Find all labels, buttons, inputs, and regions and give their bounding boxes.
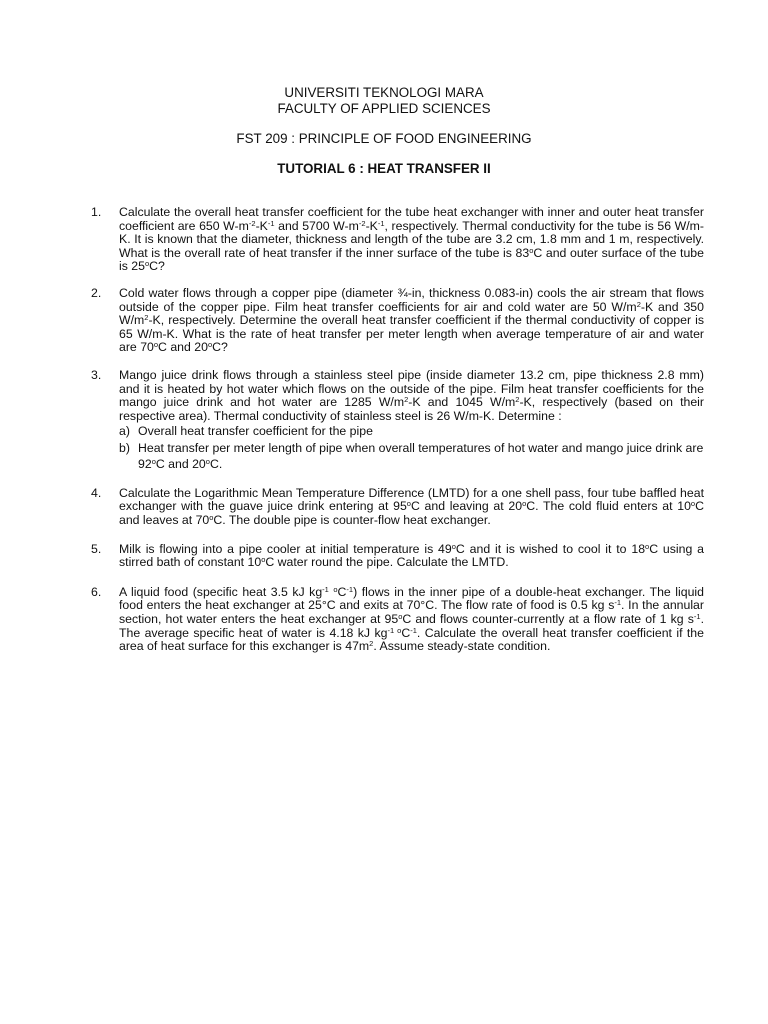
- sub-question-text: [138, 441, 703, 472]
- superscript: -1: [377, 218, 385, 228]
- text-segment: ) flows in the inner pipe of a double-heat exchanger. The liquid food enters the heat exchanger at 25°C and exits at 70°C. The flow rate of food is 0.5 kg s: [119, 584, 704, 613]
- question-number: 5.: [91, 541, 102, 556]
- superscript: o: [645, 541, 650, 551]
- text-segment: Heat transfer per meter length of pipe when overall temperatures of hot water and mango juice drink are 92: [138, 440, 704, 472]
- question-text: [119, 287, 704, 355]
- sub-question-text: [138, 424, 373, 438]
- text-segment: . In the annular section, hot water enters the heat exchanger at 95: [119, 598, 704, 626]
- text-segment: C. The double pipe is counter-flow heat exchanger.: [213, 513, 491, 527]
- tutorial-title: TUTORIAL 6 : HEAT TRANSFER II: [277, 161, 491, 176]
- text-segment: -K: [255, 218, 268, 233]
- question-text: [119, 487, 704, 528]
- text-segment: and 5700 W-m: [274, 218, 359, 233]
- superscript: o: [690, 499, 696, 509]
- question-text: [119, 206, 704, 274]
- question-text: [119, 543, 704, 570]
- superscript: 2: [636, 299, 641, 309]
- text-segment: -K and 350 W/m: [119, 299, 704, 328]
- text-segment: Milk is flowing into a pipe cooler at initial temperature is 49: [119, 541, 452, 556]
- faculty-name: FACULTY OF APPLIED SCIENCES: [277, 101, 491, 116]
- superscript: -2: [248, 218, 256, 228]
- text-segment: C and 20: [155, 457, 206, 472]
- text-segment: -K, respectively. Determine the overall heat transfer coefficient if the thermal conductivity of copper is 65 W/m-K. What is the rate of heat transfer per meter length when average temperature of air and water are 70: [119, 313, 704, 355]
- course-title: FST 209 : PRINCIPLE OF FOOD ENGINEERING: [236, 131, 532, 146]
- superscript: 2: [144, 313, 149, 323]
- superscript: -1: [614, 598, 622, 608]
- sub-question-b: [119, 440, 704, 473]
- question-number: 3.: [91, 367, 102, 382]
- superscript: 2: [369, 639, 374, 649]
- text-segment: -K: [365, 218, 378, 233]
- text-segment: Calculate the Logarithmic Mean Temperature Difference (LMTD) for a one shell pass, four tube baffled heat exchanger with the guave juice drink entering at 95: [119, 485, 704, 514]
- superscript: -1: [267, 218, 275, 228]
- question-number: 2.: [91, 285, 102, 300]
- text-segment: C using a stirred bath of constant 10: [119, 541, 705, 570]
- text-segment: C?: [212, 340, 228, 355]
- sub-question-list: [119, 423, 704, 473]
- text-segment: Overall heat transfer coefficient for the pipe: [138, 424, 373, 439]
- superscript: o: [529, 245, 534, 255]
- superscript: o: [151, 457, 156, 467]
- superscript: o: [209, 513, 214, 522]
- question-number: 6.: [91, 584, 102, 599]
- text-segment: . Assume steady-state condition.: [373, 639, 551, 654]
- question-1: [91, 206, 704, 274]
- text-segment: C: [401, 625, 411, 640]
- superscript: o: [406, 499, 411, 509]
- superscript: -1 o: [387, 625, 402, 635]
- text-segment: -K and 1045 W/m: [408, 395, 516, 410]
- superscript: -1: [693, 611, 701, 621]
- question-text: [119, 369, 704, 423]
- superscript: o: [522, 499, 527, 509]
- superscript: o: [398, 611, 403, 621]
- text-segment: Mango juice drink flows through a stainless steel pipe (inside diameter 13.2 cm, pipe thickness 2.8 mm) and it is heated by hot water which flows on the outside of the pipe. Film heat transfer coefficients for the mango juice drink and hot water are 1285 W/m: [119, 367, 704, 410]
- text-segment: C. The cold fluid enters at 10: [526, 499, 691, 514]
- superscript: -1: [410, 625, 417, 635]
- text-segment: C?: [149, 259, 165, 274]
- question-3: [91, 369, 704, 473]
- sub-question-label: a): [119, 424, 130, 439]
- superscript: 2: [515, 395, 520, 405]
- superscript: o: [261, 555, 266, 565]
- text-segment: C: [337, 584, 347, 599]
- superscript: o: [207, 340, 213, 350]
- question-number: 4.: [91, 485, 102, 500]
- text-segment: . The average specific heat of water is 4.18 kJ kg: [119, 611, 704, 640]
- text-segment: Cold water flows through a copper pipe (diameter ¾-in, thickness 0.083-in) cools the air stream that flows outside of the copper pipe. Film heat transfer coefficients for air and cold water are 50 W/m: [119, 285, 704, 314]
- text-segment: C and it is wished to cool it to 18: [455, 541, 646, 556]
- text-segment: C water round the pipe. Calculate the LMTD.: [265, 555, 509, 570]
- question-5: [91, 543, 704, 570]
- superscript: 2: [404, 395, 409, 405]
- question-list: [0, 206, 768, 668]
- text-segment: Calculate the overall heat transfer coefficient for the tube heat exchanger with inner and outer heat transfer coefficient are 650 W-m: [119, 205, 704, 233]
- superscript: o: [451, 541, 456, 551]
- superscript: o: [205, 457, 210, 467]
- university-name: UNIVERSITI TEKNOLOGI MARA: [284, 85, 484, 100]
- superscript: o: [153, 340, 159, 350]
- text-segment: C and 20: [158, 340, 208, 355]
- text-segment: C.: [209, 457, 223, 472]
- text-segment: A liquid food (specific heat 3.5 kJ kg: [119, 584, 323, 599]
- text-segment: C and leaving at 20: [410, 499, 523, 514]
- superscript: o: [144, 259, 150, 269]
- sub-question-label: b): [119, 440, 130, 455]
- text-segment: . Calculate the overall heat transfer coefficient if the area of heat surface for this exchanger is 47m: [119, 625, 704, 654]
- question-6: [91, 586, 704, 654]
- question-number: 1.: [91, 205, 102, 219]
- superscript: -2: [358, 218, 366, 228]
- question-text: [119, 586, 704, 654]
- text-segment: , respectively. Thermal conductivity for the tube is 56 W/m-K. It is known that the diameter, thickness and length of the tube are 3.2 cm, 1.8 mm and 1 m, respectively. What is the overall rate of heat transfer if the inner surface of the tube is 83: [119, 218, 705, 260]
- question-2: [91, 287, 704, 355]
- superscript: -1: [346, 584, 354, 594]
- superscript: -1: [322, 584, 329, 594]
- superscript: o: [333, 584, 338, 594]
- text-segment: C and flows counter-currently at a flow rate of 1 kg s: [402, 611, 694, 626]
- text-segment: C and outer surface of the tube is 25: [119, 245, 704, 274]
- question-4: [91, 487, 704, 528]
- text-segment: C and leaves at 70: [119, 499, 704, 527]
- sub-question-a: [119, 423, 704, 440]
- text-segment: -K, respectively (based on their respective area). Thermal conductivity of stainless steel is 26 W/m-K. Determine :: [119, 395, 705, 423]
